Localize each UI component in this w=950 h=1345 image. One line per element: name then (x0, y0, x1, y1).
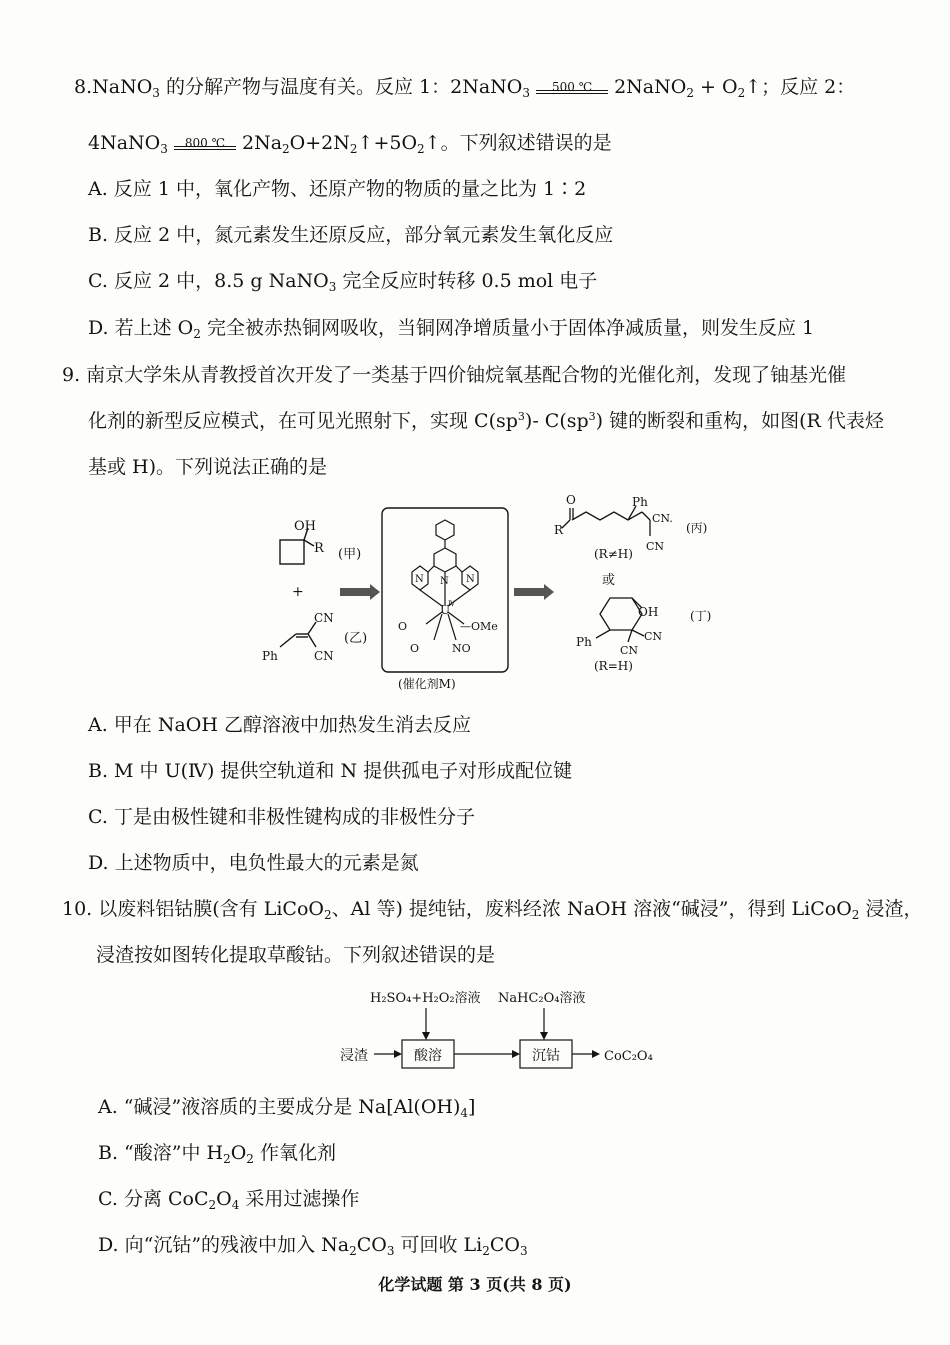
svg-text:Ph: Ph (262, 649, 278, 663)
q9-reaction-figure (250, 492, 730, 692)
svg-text:O: O (566, 493, 576, 507)
q9-option-b: B. M 中 U(Ⅳ) 提供空轨道和 N 提供孤电子对形成配位键 (88, 760, 573, 782)
svg-text:CN: CN (620, 644, 639, 657)
svg-text:浸渣: 浸渣 (340, 1048, 368, 1064)
q10-option-b: B. “酸溶”中 $H_2O_2$ 作氧化剂 (98, 1142, 336, 1166)
svg-text:OH: OH (294, 519, 316, 534)
svg-text:N: N (466, 574, 475, 585)
q10-option-a: A. “碱浸”液溶质的主要成分是 $Na[Al(OH)_4]$ (98, 1096, 476, 1120)
compound-ding (596, 598, 644, 642)
svg-text:U: U (440, 603, 451, 617)
svg-text:H₂SO₄+H₂O₂溶液: H₂SO₄+H₂O₂溶液 (370, 991, 481, 1006)
q10-option-c: C. 分离 $CoC_2O_4$ 采用过滤操作 (98, 1188, 360, 1212)
svg-text:(甲): (甲) (338, 547, 362, 562)
compound-yi (280, 622, 316, 647)
arrow-to-products-icon (514, 584, 554, 600)
svg-text:CN: CN (314, 649, 334, 663)
q8-option-c: C. 反应 2 中，8.5 g NaNO$_3$ 完全反应时转移 0.5 mol 电子 (88, 270, 598, 294)
svg-text:酸溶: 酸溶 (414, 1048, 442, 1064)
svg-text:CN: CN (314, 611, 334, 625)
svg-text:+: + (292, 584, 304, 600)
svg-text:CN: CN (646, 540, 665, 553)
q10-stem-line2: 浸渣按如图转化提取草酸钴。下列叙述错误的是 (96, 944, 496, 966)
svg-text:R: R (554, 523, 564, 537)
svg-text:(丙): (丙) (686, 521, 708, 535)
svg-text:—OMe: —OMe (460, 620, 498, 633)
q10-option-d: D. 向“沉钴”的残液中加入 $Na_2CO_3$ 可回收 $Li_2CO_3$ (98, 1234, 528, 1258)
q9-option-c: C. 丁是由极性键和非极性键构成的非极性分子 (88, 806, 475, 828)
q9-option-d: D. 上述物质中，电负性最大的元素是氮 (88, 852, 419, 874)
svg-text:(丁): (丁) (690, 609, 712, 623)
q9-stem-line1: 9. 南京大学朱从青教授首次开发了一类基于四价铀烷氧基配合物的光催化剂，发现了铀基光催 (62, 364, 847, 386)
svg-text:(R=H): (R=H) (594, 659, 633, 673)
svg-text:沉钴: 沉钴 (532, 1048, 560, 1064)
arrow-down-icon (422, 1032, 430, 1040)
svg-text:R: R (314, 541, 324, 556)
q10-flow-diagram (336, 984, 666, 1074)
arrow-down-icon (540, 1032, 548, 1040)
reaction-arrow-500: 500 ℃ (536, 81, 608, 102)
svg-text:或: 或 (602, 573, 616, 588)
arrow-right-icon (592, 1050, 600, 1058)
svg-text:O: O (398, 620, 408, 633)
arrow-right-icon (394, 1050, 402, 1058)
q8-option-a: A. 反应 1 中，氧化产物、还原产物的物质的量之比为 1∶2 (88, 178, 587, 200)
svg-text:Ph: Ph (576, 635, 592, 649)
svg-text:NO: NO (452, 642, 471, 655)
svg-text:CoC₂O₄: CoC₂O₄ (604, 1049, 653, 1064)
q8-option-b: B. 反应 2 中，氮元素发生还原反应，部分氧元素发生氧化反应 (88, 224, 614, 246)
arrow-to-catalyst-icon (340, 584, 380, 600)
q8-stem-line1: 8.NaNO$_3$ 的分解产物与温度有关。反应 1：2NaNO$_3$ 500 ℃ 2NaNO$_2$ + $O_2↑$；反应 2： (74, 76, 856, 100)
q9-stem-line3: 基或 H)。下列说法正确的是 (88, 456, 328, 478)
svg-text:CN: CN (644, 630, 663, 643)
svg-text:Ⅳ: Ⅳ (448, 600, 455, 608)
svg-text:N: N (415, 574, 424, 585)
svg-text:OH: OH (638, 605, 659, 619)
svg-text:(R≠H): (R≠H) (594, 547, 633, 561)
q8-stem-line2: 4NaNO$_3$ 800 ℃ $2Na_2O+2N_2↑+5O_2↑$。下列叙述错误的是 (88, 132, 612, 156)
compound-bing (562, 506, 650, 536)
svg-text:NaHC₂O₄溶液: NaHC₂O₄溶液 (498, 991, 586, 1006)
q8-option-d: D. 若上述 $O_2$ 完全被赤热铜网吸收，当铜网净增质量小于固体净减质量，则发生反应 1 (88, 317, 815, 341)
svg-text:CN.: CN. (652, 512, 673, 525)
page-footer: 化学试题 第 3 页(共 8 页) (378, 1275, 572, 1294)
reaction-arrow-800: 800 ℃ (174, 137, 236, 158)
svg-text:N: N (440, 576, 449, 587)
svg-text:Ph: Ph (632, 495, 648, 509)
svg-text:(乙): (乙) (344, 631, 368, 646)
svg-text:(催化剂M): (催化剂M) (398, 677, 456, 691)
q8-number: 8. (74, 76, 93, 98)
arrow-right-icon (512, 1050, 520, 1058)
q10-stem-line1: 10. 以废料铝钴膜(含有 LiCoO$_2$、Al 等) 提纯钴，废料经浓 NaOH 溶液“碱浸”，得到 LiCoO$_2$ 浸渣， (62, 898, 923, 922)
q9-stem-line2: 化剂的新型反应模式，在可见光照射下，实现 $C(sp^3)-$ $C(sp^3)$ 键的断裂和重构，如图(R 代表烃 (88, 410, 884, 432)
svg-text:O: O (410, 642, 420, 655)
q9-option-a: A. 甲在 NaOH 乙醇溶液中加热发生消去反应 (88, 714, 471, 736)
